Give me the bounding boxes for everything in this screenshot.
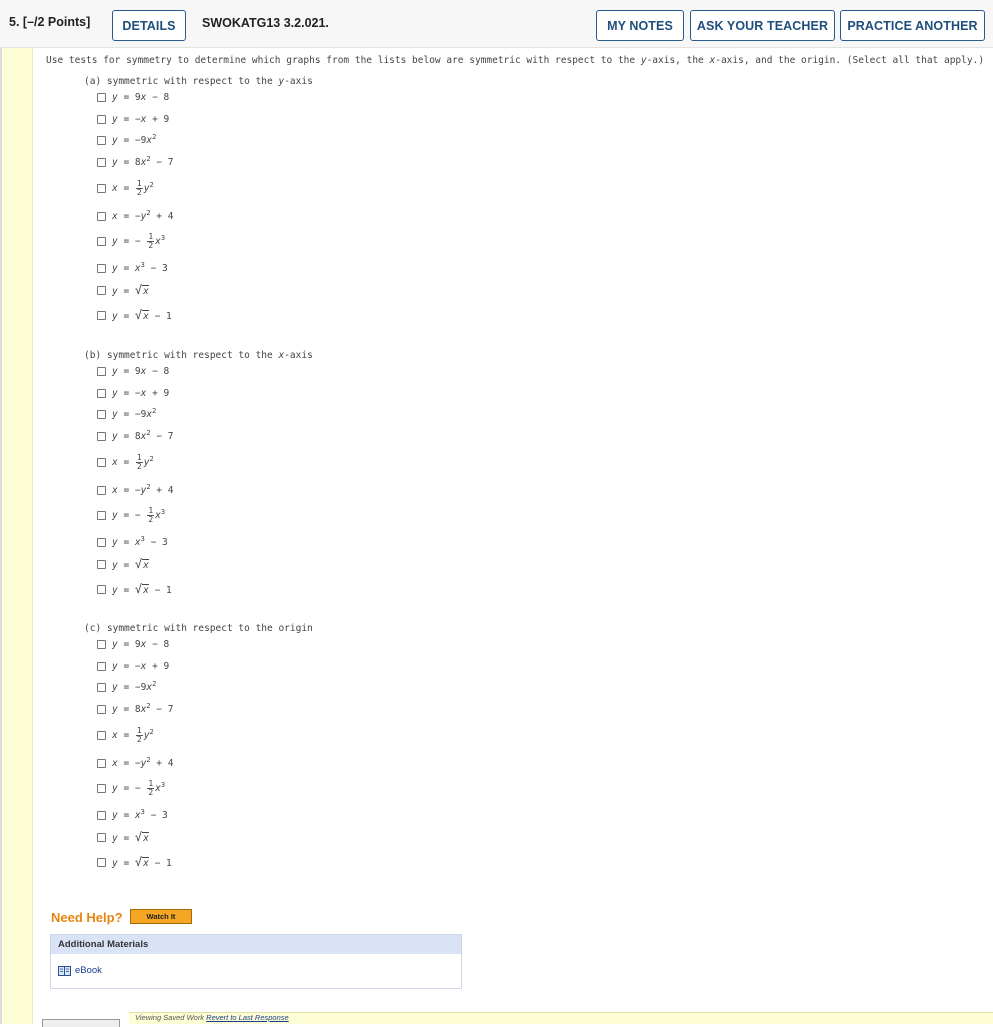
option-checkbox[interactable]	[97, 560, 106, 569]
saved-work-bar	[129, 1012, 993, 1024]
ebook-label: eBook	[75, 965, 102, 976]
option-checkbox[interactable]	[97, 264, 106, 273]
answer-option[interactable]	[97, 727, 154, 743]
fraction: $\frac{1}{2}$	[136, 178, 142, 197]
option-checkbox[interactable]	[97, 237, 106, 246]
answer-option[interactable]	[97, 679, 156, 695]
submit-answer-button[interactable]	[42, 1019, 120, 1027]
my-notes-button[interactable]: MY NOTES	[596, 10, 684, 41]
option-equation: y = 9x − 8	[112, 91, 170, 103]
option-checkbox[interactable]	[97, 833, 106, 842]
option-equation: $y = -9x^2$	[112, 679, 157, 693]
answer-option[interactable]	[97, 111, 169, 127]
fraction: $\frac{1}{2}$	[148, 778, 154, 797]
option-equation: x = $\frac{1}{2}$ $y^2$	[112, 725, 154, 744]
option-equation: y = −x + 9	[112, 113, 170, 125]
option-checkbox[interactable]	[97, 458, 106, 467]
question-number-points	[9, 15, 90, 29]
answer-option[interactable]	[97, 780, 165, 796]
answer-option[interactable]	[97, 581, 172, 597]
ask-your-teacher-button[interactable]: ASK YOUR TEACHER	[690, 10, 835, 41]
fraction: $\frac{1}{2}$	[136, 725, 142, 744]
answer-option[interactable]	[97, 132, 156, 148]
option-equation: $x = -y^2 + 4$	[112, 482, 174, 496]
option-checkbox[interactable]	[97, 662, 106, 671]
option-checkbox[interactable]	[97, 585, 106, 594]
option-equation: $x = -y^2 + 4$	[112, 208, 174, 222]
answer-option[interactable]	[97, 282, 149, 298]
option-equation: y = 9x − 8	[112, 365, 170, 377]
option-equation: x = $\frac{1}{2}$ $y^2$	[112, 178, 154, 197]
answer-option[interactable]	[97, 658, 169, 674]
additional-materials-panel	[50, 934, 462, 989]
option-equation: $x = -y^2 + 4$	[112, 755, 174, 769]
viewing-saved-label: Viewing Saved Work	[135, 1013, 207, 1022]
revert-to-last-response-link[interactable]: Revert to Last Response	[206, 1013, 289, 1022]
option-checkbox[interactable]	[97, 538, 106, 547]
square-root: √x	[134, 308, 149, 322]
option-equation: $y = -9x^2$	[112, 132, 157, 146]
square-root: √x	[134, 557, 149, 571]
answer-option[interactable]	[97, 854, 172, 870]
answer-option[interactable]	[97, 406, 156, 422]
option-checkbox[interactable]	[97, 410, 106, 419]
option-checkbox[interactable]	[97, 93, 106, 102]
answer-option[interactable]	[97, 233, 165, 249]
watch-it-button[interactable]: Watch It	[130, 909, 192, 924]
option-checkbox[interactable]	[97, 858, 106, 867]
answer-option[interactable]	[97, 454, 154, 470]
answer-option[interactable]	[97, 307, 172, 323]
option-checkbox[interactable]	[97, 811, 106, 820]
answer-option[interactable]	[97, 636, 169, 652]
answer-option[interactable]	[97, 556, 149, 572]
option-checkbox[interactable]	[97, 511, 106, 520]
option-equation: y = − $\frac{1}{2}$ $x^3$	[112, 505, 166, 524]
option-checkbox[interactable]	[97, 158, 106, 167]
fraction: $\frac{1}{2}$	[148, 505, 154, 524]
square-root: √x	[134, 283, 149, 297]
part-label: (b) symmetric with respect to the x-axis	[84, 350, 313, 361]
answer-option[interactable]	[97, 363, 169, 379]
answer-option[interactable]	[97, 829, 149, 845]
option-equation: $y = 8x^2 - 7$	[112, 428, 174, 442]
square-root: √x	[134, 855, 149, 869]
question-number: 5.	[9, 15, 20, 29]
answer-option[interactable]	[97, 807, 168, 823]
practice-another-button[interactable]: PRACTICE ANOTHER	[840, 10, 985, 41]
option-equation: $y = x^3 - 3$	[112, 807, 168, 821]
question-sidebar	[0, 48, 33, 1024]
details-button[interactable]: DETAILS	[112, 10, 186, 41]
option-checkbox[interactable]	[97, 683, 106, 692]
option-equation: $y = 8x^2 - 7$	[112, 701, 174, 715]
square-root: √x	[134, 582, 149, 596]
part-label: (c) symmetric with respect to the origin	[84, 623, 313, 634]
question-code: SWOKATG13 3.2.021.	[202, 16, 329, 30]
option-equation: y = √x	[112, 283, 149, 297]
option-equation: y = √x − 1	[112, 855, 172, 869]
option-checkbox[interactable]	[97, 115, 106, 124]
option-equation: y = − $\frac{1}{2}$ $x^3$	[112, 778, 166, 797]
option-equation: y = √x − 1	[112, 308, 172, 322]
option-equation: y = √x	[112, 830, 149, 844]
answer-option[interactable]	[97, 755, 173, 771]
answer-option[interactable]	[97, 180, 154, 196]
option-checkbox[interactable]	[97, 705, 106, 714]
option-equation: $y = -9x^2$	[112, 406, 157, 420]
option-equation: y = −x + 9	[112, 660, 170, 672]
answer-option[interactable]	[97, 534, 168, 550]
option-checkbox[interactable]	[97, 432, 106, 441]
answer-option[interactable]	[97, 89, 169, 105]
part-label: (a) symmetric with respect to the y-axis	[84, 76, 313, 87]
option-equation: $y = 8x^2 - 7$	[112, 154, 174, 168]
option-checkbox[interactable]	[97, 486, 106, 495]
option-equation: y = − $\frac{1}{2}$ $x^3$	[112, 231, 166, 250]
book-icon	[58, 966, 71, 976]
option-equation: $y = x^3 - 3$	[112, 534, 168, 548]
answer-option[interactable]	[97, 208, 173, 224]
left-border	[0, 48, 2, 1024]
option-checkbox[interactable]	[97, 184, 106, 193]
points-label: [–/2 Points]	[22, 15, 91, 29]
question-prompt: Use tests for symmetry to determine which graphs from the lists below are symmetric with respect to the y-axis, the x-axis, and the origin. (Select all that apply.)	[46, 55, 985, 66]
option-checkbox[interactable]	[97, 212, 106, 221]
option-checkbox[interactable]	[97, 759, 106, 768]
option-checkbox[interactable]	[97, 311, 106, 320]
answer-option[interactable]	[97, 428, 173, 444]
additional-materials-header: Additional Materials	[51, 935, 461, 954]
ebook-link[interactable]	[58, 965, 102, 976]
question-body	[33, 48, 993, 1024]
need-help-label: Need Help?	[51, 910, 123, 925]
option-checkbox[interactable]	[97, 640, 106, 649]
option-checkbox[interactable]	[97, 731, 106, 740]
answer-option[interactable]	[97, 154, 173, 170]
fraction: $\frac{1}{2}$	[148, 231, 154, 250]
answer-option[interactable]	[97, 260, 168, 276]
answer-option[interactable]	[97, 385, 169, 401]
answer-option[interactable]	[97, 701, 173, 717]
option-checkbox[interactable]	[97, 367, 106, 376]
option-checkbox[interactable]	[97, 389, 106, 398]
answer-option[interactable]	[97, 482, 173, 498]
square-root: √x	[134, 830, 149, 844]
option-equation: x = $\frac{1}{2}$ $y^2$	[112, 452, 154, 471]
option-equation: y = −x + 9	[112, 387, 170, 399]
option-equation: y = √x	[112, 557, 149, 571]
option-checkbox[interactable]	[97, 784, 106, 793]
option-checkbox[interactable]	[97, 136, 106, 145]
fraction: $\frac{1}{2}$	[136, 452, 142, 471]
answer-option[interactable]	[97, 507, 165, 523]
option-checkbox[interactable]	[97, 286, 106, 295]
question-header	[0, 0, 993, 48]
option-equation: y = 9x − 8	[112, 638, 170, 650]
option-equation: y = √x − 1	[112, 582, 172, 596]
option-equation: $y = x^3 - 3$	[112, 260, 168, 274]
